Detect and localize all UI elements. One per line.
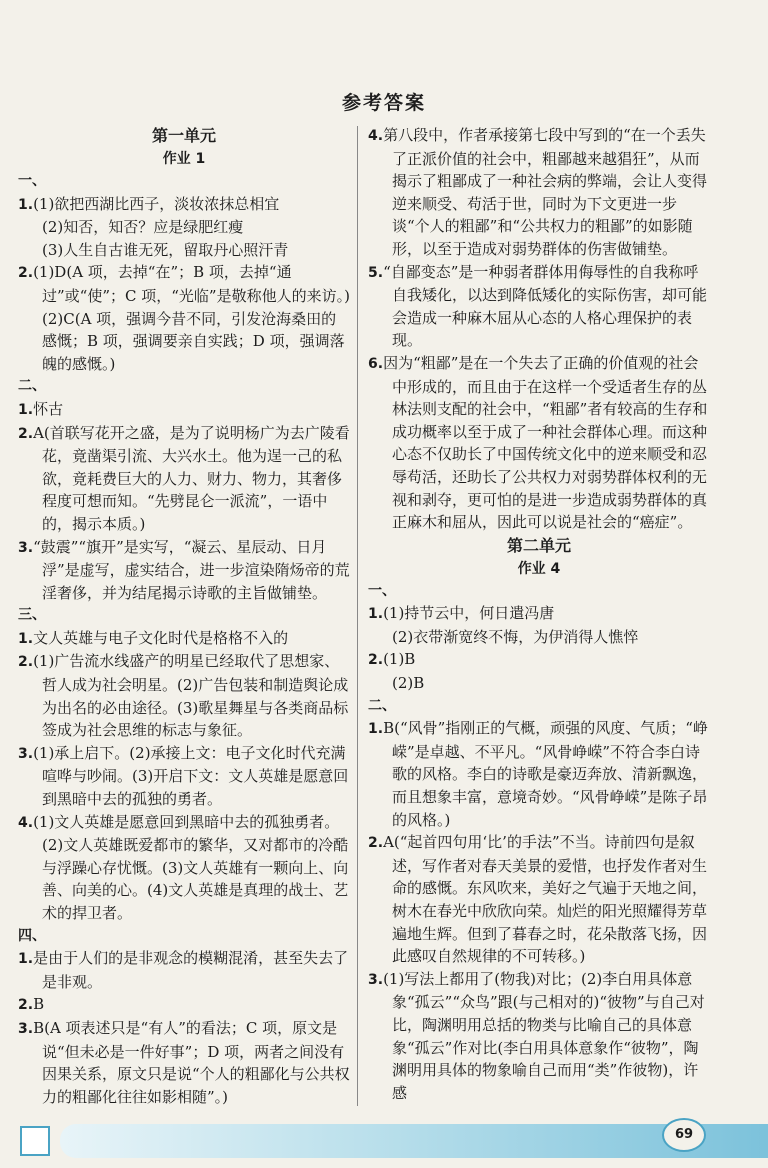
question-number: 1. [18, 196, 34, 213]
question-number: 4. [368, 128, 384, 144]
answer-text: (1)写法上都用了(物我)对比；(2)李白用具体意象“孤云”“众鸟”跟(与己相对的)“彼物”与自己对比，陶渊明用总括的物类与比喻自己的具体意象“孤云”作对比(李白用具体意象作“彼物”，陶渊明用具体的物象喻自己而用“类”作彼物)，许感 [383, 969, 705, 1102]
answer-text: (1)欲把西湖比西子，淡妆浓抹总相宜 [33, 194, 280, 213]
answer-item [18, 261, 350, 307]
question-number: 1. [18, 951, 34, 968]
answer-text: (1)广告流水线盛产的明星已经取代了思想家、哲人成为社会明星。(2)广告包装和制造舆论成为出名的必由途径。(3)歌星舞星与各类商品标签成为社会思维的标志与象征。 [33, 652, 349, 740]
question-number: 3. [18, 539, 34, 556]
answer-item [368, 124, 710, 261]
answer-text: A(首联写花开之盛，是为了说明杨广为去广陵看花，竟凿渠引流、大兴水土。他为逞一己的私欲，竟耗费巨大的人力、财力、物力，其奢侈程度可想而知。“先劈昆仑一派流”，一语中的，揭示本质。) [33, 423, 350, 533]
question-number: 2. [18, 654, 34, 671]
answer-item [18, 536, 350, 605]
question-number: 2. [368, 835, 384, 852]
page-title: 参考答案 [341, 92, 426, 114]
answer-text: 文人英雄与电子文化时代是格格不入的 [33, 628, 289, 647]
page-number: 69 [662, 1118, 706, 1152]
homework-heading: 作业 4 [517, 560, 561, 577]
answer-item [368, 261, 710, 352]
answer-subitem: (2)B [392, 674, 425, 693]
section-marker: 三、 [18, 607, 46, 624]
answer-subitem: (2)知否，知否？应是绿肥红瘦 [42, 218, 244, 237]
answer-text: (1)持节云中，何日遣冯唐 [383, 604, 555, 623]
answer-text: 第八段中，作者承接第七段中写到的“在一个丢失了正派价值的社会中，粗鄙越来越猖狂”，从而揭示了粗鄙成了一种社会病的弊端，会让人变得逆来顺受、苟活于世，同时为下文更进一步谈“个人的粗鄙”和“公共权力的粗鄙”的如影随形，以至于造成对弱势群体的伤害做铺垫。 [383, 126, 708, 258]
answer-text: B(“风骨”指刚正的气概，顽强的风度、气质；“峥嵘”是卓越、不平凡。“风骨峥嵘”不符合李白诗歌的风格。李白的诗歌是豪迈奔放、清新飘逸，而且想象丰富，意境奇妙。“风骨峥嵘”是陈子昂的风格。) [383, 719, 708, 829]
answer-text: “自鄙变态”是一种弱者群体用侮辱性的自我称呼自我矮化，以达到降低矮化的实际伤害，却可能会造成一种麻木屈从心态的人格心理保护的表现。 [383, 262, 708, 350]
question-number: 3. [368, 971, 384, 988]
question-number: 4. [18, 814, 34, 831]
left-column [18, 124, 350, 1108]
answer-text: 因为“粗鄙”是在一个失去了正确的价值观的社会中形成的，而且由于在这样一个受适者生存的丛林法则支配的社会中，“粗鄙”者有较高的生存和成功概率以至于成了一种社会群体心理。而这种心态不仅助长了中国传统文化中的逆来顺受和忍辱苟活，还助长了公共权力对弱势群体权利的无视和剥夺，更可怕的是进一步造成弱势群体的真正麻木和屈从，因此可以说是社会的“癌症”。 [383, 353, 708, 532]
answer-text: (1)文人英雄是愿意回到黑暗中去的孤独勇者。(2)文人英雄既爱都市的繁华，又对都市的冷酷与浮躁心存忧慨。(3)文人英雄有一颗向上、向善、向美的心。(4)文人英雄是真理的战士、艺术的捍卫者。 [33, 812, 349, 922]
question-number: 2. [18, 425, 34, 442]
answer-item [18, 627, 350, 651]
question-number: 6. [368, 355, 384, 372]
question-number: 1. [18, 401, 34, 418]
answer-item [368, 831, 710, 968]
answer-item [368, 717, 710, 831]
answer-text: “鼓震”“旗开”是实写，“凝云、星辰动、日月浮”是虚写，虚实结合，进一步渲染隋炀帝的荒淫奢侈，并为结尾揭示诗歌的主旨做铺垫。 [33, 537, 350, 602]
answer-text: 是由于人们的是非观念的模糊混淆，甚至失去了是非观。 [33, 949, 349, 991]
section-marker: 二、 [18, 378, 46, 395]
question-number: 2. [368, 652, 384, 669]
answer-list [368, 124, 710, 534]
answer-item [18, 1017, 350, 1108]
answer-item [368, 648, 710, 672]
homework-heading: 作业 1 [162, 151, 206, 167]
answer-item [18, 947, 350, 993]
answer-list [368, 580, 710, 1105]
answer-subitem: (2)衣带渐宽终不悔，为伊消得人憔悴 [392, 627, 639, 646]
answer-text: A(“起首四句用‘比’的手法”不当。诗前四句是叙述，写作者对春天美景的爱惜，也抒发作者对生命的感慨。东风吹来，美好之气遍于天地之间，树木在春光中欣欣向荣。灿烂的阳光照耀得芳草遍地生辉。但到了暮春之时，花朵散落飞扬，因此感叹自然规律的不可转移。) [383, 833, 708, 966]
answer-text: B(A 项表述只是“有人”的看法；C 项，原文是说“但未必是一件好事”；D 项，两者之间没有因果关系，原文只是说“个人的粗鄙化与公共权力的粗鄙化往往如影相随”。) [33, 1018, 350, 1106]
question-number: 3. [18, 745, 34, 762]
question-number: 1. [368, 606, 384, 623]
unit-heading: 第二单元 [506, 535, 571, 555]
answer-text: (1)承上启下。(2)承接上文：电子文化时代充满喧哗与吵闹。(3)开启下文：文人英雄是愿意回到黑暗中去的孤独的勇者。 [33, 743, 349, 809]
question-number: 2. [18, 265, 34, 282]
section-marker: 一、 [18, 173, 46, 189]
question-number: 1. [368, 721, 384, 738]
answer-item [368, 602, 710, 626]
answer-list [18, 170, 350, 1108]
answer-item [18, 742, 350, 811]
unit-heading: 第一单元 [151, 126, 216, 145]
answer-item [368, 352, 710, 534]
answer-text: B [33, 995, 45, 1014]
answer-item [18, 650, 350, 741]
question-number: 3. [18, 1020, 34, 1037]
section-marker: 四、 [18, 927, 46, 944]
question-number: 5. [368, 264, 384, 281]
answer-item [18, 398, 350, 422]
answer-item [18, 993, 350, 1017]
answer-subitem: (3)人生自古谁无死，留取丹心照汗青 [42, 240, 289, 259]
answer-text: 怀古 [33, 399, 64, 418]
section-marker: 二、 [368, 697, 396, 714]
checkbox-icon [20, 1126, 50, 1156]
answer-item [368, 968, 710, 1105]
answer-text: (1)D(A 项，去掉“在”；B 项，去掉“通过”或“使”；C 项，“光临”是敬称他人的来访。) [33, 263, 350, 305]
footer-band [60, 1124, 768, 1158]
column-divider [357, 126, 358, 1106]
section-marker: 一、 [368, 582, 396, 599]
answer-item [18, 811, 350, 925]
answer-text: (1)B [383, 650, 416, 669]
right-column [368, 124, 710, 1104]
answer-item [18, 422, 350, 536]
answer-item [18, 193, 350, 217]
answer-subitem: (2)C(A 项，强调今昔不同，引发沧海桑田的感慨；B 项，强调要亲自实践；D 项，强调落魄的感慨。) [42, 309, 345, 373]
question-number: 1. [18, 630, 34, 647]
question-number: 2. [18, 997, 34, 1014]
